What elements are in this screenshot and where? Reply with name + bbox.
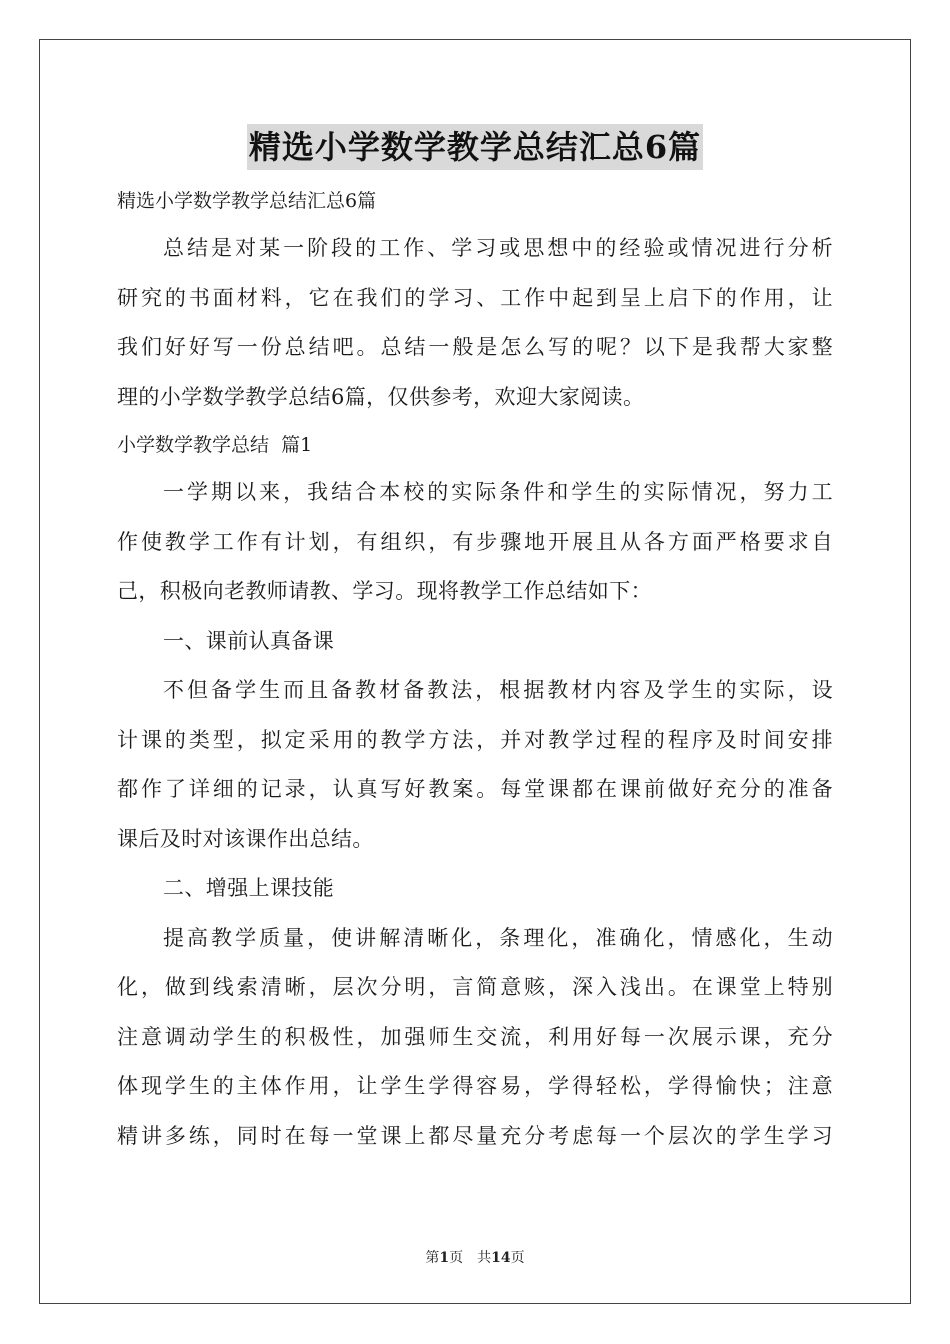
paragraph-line: 总结是对某一阶段的工作、学习或思想中的经验或情况进行分析	[163, 236, 833, 260]
page-suffix: 页	[449, 1250, 464, 1266]
section-title: 小学数学教学总结 篇1	[117, 434, 313, 456]
total-suffix: 页	[510, 1250, 525, 1266]
paragraph-line: 注意调动学生的积极性，加强师生交流，利用好每一次展示课，充分	[117, 1024, 833, 1049]
paragraph-line: 精讲多练，同时在每一堂课上都尽量充分考虑每一个层次的学生学习	[117, 1123, 833, 1148]
paragraph-line: 理的小学数学教学总结6篇，仅供参考，欢迎大家阅读。	[117, 384, 645, 409]
document-title: 精选小学数学教学总结汇总6篇	[247, 124, 703, 170]
paragraph-line: 己，积极向老教师请教、学习。现将教学工作总结如下：	[117, 579, 652, 603]
paragraph-line: 作使教学工作有计划，有组织，有步骤地开展且从各方面严格要求自	[117, 529, 833, 554]
subheading-2: 二、增强上课技能	[163, 876, 335, 900]
page-total: 14	[491, 1250, 511, 1266]
document-subtitle: 精选小学数学教学总结汇总6篇	[117, 190, 377, 212]
paragraph-line: 提高教学质量，使讲解清晰化，条理化，准确化，情感化，生动	[163, 925, 833, 950]
paragraph-line: 化，做到线索清晰，层次分明，言简意赅，深入浅出。在课堂上特别	[117, 975, 833, 999]
paragraph-line: 不但备学生而且备教材备教法，根据教材内容及学生的实际，设	[163, 678, 833, 702]
paragraph-3	[117, 914, 833, 1162]
total-prefix: 共	[477, 1250, 492, 1266]
intro-paragraph	[117, 224, 833, 422]
paragraph-2	[117, 666, 833, 864]
paragraph-line: 课后及时对该课作出总结。	[117, 826, 374, 851]
title-container	[0, 124, 950, 170]
paragraph-1	[117, 468, 833, 617]
page-current: 1	[439, 1250, 450, 1266]
paragraph-line: 我们好好写一份总结吧。总结一般是怎么写的呢？以下是我帮大家整	[117, 335, 833, 359]
subheading-1: 一、课前认真备课	[163, 628, 335, 653]
paragraph-line: 一学期以来，我结合本校的实际条件和学生的实际情况，努力工	[163, 480, 833, 504]
paragraph-line: 研究的书面材料，它在我们的学习、工作中起到呈上启下的作用，让	[117, 285, 833, 310]
document-body	[117, 178, 833, 1161]
page-footer	[0, 1247, 950, 1267]
paragraph-line: 体现学生的主体作用，让学生学得容易，学得轻松，学得愉快；注意	[117, 1074, 833, 1098]
page-prefix: 第	[425, 1250, 440, 1266]
paragraph-line: 计课的类型，拟定采用的教学方法，并对教学过程的程序及时间安排	[117, 727, 833, 752]
paragraph-line: 都作了详细的记录，认真写好教案。每堂课都在课前做好充分的准备	[117, 777, 833, 801]
